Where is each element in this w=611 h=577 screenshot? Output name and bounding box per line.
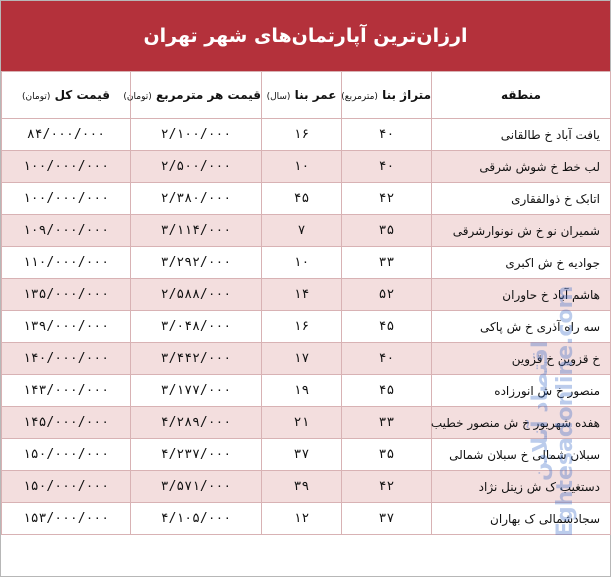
table-row: [2, 503, 611, 535]
table-row: [2, 183, 611, 215]
table-row: [2, 375, 611, 407]
cell-region: منصور خ ش انورزاده: [432, 375, 611, 407]
cell-age: ۲۱: [262, 407, 342, 439]
cell-area: ۴۰: [342, 151, 432, 183]
cell-age: ۱۶: [262, 311, 342, 343]
cell-total-price: ۱۵۰/۰۰۰/۰۰۰: [2, 471, 131, 503]
cell-region: یافت آباد خ طالقانی: [432, 119, 611, 151]
cell-region: لب خط خ شوش شرقی: [432, 151, 611, 183]
table-header-row: [2, 72, 611, 119]
cell-region: خ قزوین خ قزوین: [432, 343, 611, 375]
cell-total-price: ۱۰۹/۰۰۰/۰۰۰: [2, 215, 131, 247]
cell-total-price: ۱۰۰/۰۰۰/۰۰۰: [2, 151, 131, 183]
cell-age: ۷: [262, 215, 342, 247]
cell-area: ۵۲: [342, 279, 432, 311]
cell-price-per-m2: ۴/۲۸۹/۰۰۰: [131, 407, 262, 439]
cell-age: ۱۹: [262, 375, 342, 407]
cell-price-per-m2: ۳/۵۷۱/۰۰۰: [131, 471, 262, 503]
cell-price-per-m2: ۲/۵۰۰/۰۰۰: [131, 151, 262, 183]
cell-age: ۱۰: [262, 247, 342, 279]
table-row: [2, 215, 611, 247]
cell-area: ۳۷: [342, 503, 432, 535]
cell-age: ۱۰: [262, 151, 342, 183]
cell-area: ۳۳: [342, 407, 432, 439]
table-row: [2, 311, 611, 343]
table-row: [2, 119, 611, 151]
cell-price-per-m2: ۳/۱۷۷/۰۰۰: [131, 375, 262, 407]
cell-age: ۱۴: [262, 279, 342, 311]
cell-area: ۴۵: [342, 311, 432, 343]
cell-total-price: ۱۰۰/۰۰۰/۰۰۰: [2, 183, 131, 215]
cell-region: سجادشمالی ک بهاران: [432, 503, 611, 535]
cell-region: دستغیب ک ش زینل نژاد: [432, 471, 611, 503]
cell-area: ۴۵: [342, 375, 432, 407]
cell-region: سه راه آذری خ ش پاکی: [432, 311, 611, 343]
page-title: ارزان‌ترین آپارتمان‌های شهر تهران: [1, 1, 610, 71]
cell-region: هفده شهریور خ ش منصور خطیب: [432, 407, 611, 439]
cell-age: ۱۷: [262, 343, 342, 375]
cell-total-price: ۱۴۳/۰۰۰/۰۰۰: [2, 375, 131, 407]
cell-region: جوادیه خ ش اکبری: [432, 247, 611, 279]
cell-age: ۴۵: [262, 183, 342, 215]
header-region: منطقه: [432, 72, 611, 119]
cell-price-per-m2: ۴/۲۳۷/۰۰۰: [131, 439, 262, 471]
table-row: [2, 247, 611, 279]
cell-region: اتابک خ ذوالفقاری: [432, 183, 611, 215]
cell-total-price: ۱۵۳/۰۰۰/۰۰۰: [2, 503, 131, 535]
table-row: [2, 439, 611, 471]
cell-region: شمیران نو خ ش نونوارشرقی: [432, 215, 611, 247]
cell-total-price: ۱۳۹/۰۰۰/۰۰۰: [2, 311, 131, 343]
cell-price-per-m2: ۲/۱۰۰/۰۰۰: [131, 119, 262, 151]
cell-price-per-m2: ۲/۳۸۰/۰۰۰: [131, 183, 262, 215]
cell-region: هاشم آباد خ حاوران: [432, 279, 611, 311]
cell-total-price: ۱۴۵/۰۰۰/۰۰۰: [2, 407, 131, 439]
cell-area: ۴۲: [342, 183, 432, 215]
cell-area: ۴۰: [342, 119, 432, 151]
cell-price-per-m2: ۳/۰۴۸/۰۰۰: [131, 311, 262, 343]
table-row: [2, 343, 611, 375]
header-age: عمر بنا (سال): [262, 72, 342, 119]
cell-total-price: ۸۴/۰۰۰/۰۰۰: [2, 119, 131, 151]
cell-total-price: ۱۵۰/۰۰۰/۰۰۰: [2, 439, 131, 471]
table-row: [2, 471, 611, 503]
cell-age: ۳۹: [262, 471, 342, 503]
apartments-table: [1, 71, 611, 535]
cell-age: ۳۷: [262, 439, 342, 471]
header-total-price: قیمت کل (تومان): [2, 72, 131, 119]
cell-price-per-m2: ۳/۲۹۲/۰۰۰: [131, 247, 262, 279]
cell-total-price: ۱۳۵/۰۰۰/۰۰۰: [2, 279, 131, 311]
cell-area: ۳۳: [342, 247, 432, 279]
cell-total-price: ۱۴۰/۰۰۰/۰۰۰: [2, 343, 131, 375]
cell-area: ۴۰: [342, 343, 432, 375]
cell-area: ۳۵: [342, 439, 432, 471]
cell-age: ۱۶: [262, 119, 342, 151]
cell-price-per-m2: ۳/۴۴۲/۰۰۰: [131, 343, 262, 375]
cell-total-price: ۱۱۰/۰۰۰/۰۰۰: [2, 247, 131, 279]
cell-area: ۴۲: [342, 471, 432, 503]
cell-age: ۱۲: [262, 503, 342, 535]
header-price-per-m2: قیمت هر مترمربع (تومان): [131, 72, 262, 119]
cell-price-per-m2: ۴/۱۰۵/۰۰۰: [131, 503, 262, 535]
table-row: [2, 407, 611, 439]
cell-price-per-m2: ۲/۵۸۸/۰۰۰: [131, 279, 262, 311]
table-row: [2, 279, 611, 311]
header-area: متراژ بنا (مترمربع): [342, 72, 432, 119]
cell-price-per-m2: ۳/۱۱۴/۰۰۰: [131, 215, 262, 247]
cell-area: ۳۵: [342, 215, 432, 247]
watermark: اقتصاد آنلاین Eghtesadonline.com: [528, 285, 578, 537]
table-row: [2, 151, 611, 183]
cell-region: سبلان شمالی خ سبلان شمالی: [432, 439, 611, 471]
